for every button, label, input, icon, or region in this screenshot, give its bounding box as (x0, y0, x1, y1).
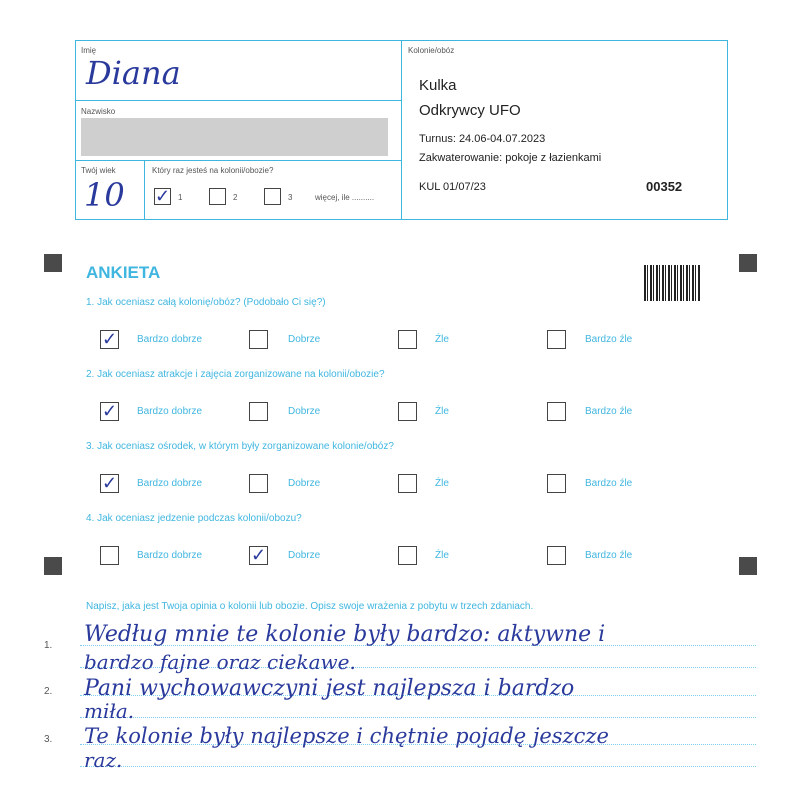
opinion-line: raz. (84, 748, 123, 772)
rating-checkbox[interactable] (547, 474, 566, 493)
rating-option-label: Źle (435, 334, 449, 345)
rating-checkbox[interactable] (249, 474, 268, 493)
opinion-line: miła. (84, 699, 135, 723)
rating-option-label: Bardzo dobrze (137, 478, 203, 489)
rating-checkbox[interactable] (547, 402, 566, 421)
registration-marker (739, 254, 757, 272)
rating-option-label: Dobrze (288, 406, 321, 417)
camp-code: KUL 01/07/23 (419, 181, 486, 193)
registration-marker (44, 557, 62, 575)
opinion-prompt: Napisz, jaka jest Twoja opinia o kolonii lub obozie. Opisz swoje wrażenia z pobytu w trzech zdaniach. (86, 601, 534, 612)
registration-marker (739, 557, 757, 575)
surname-redaction (81, 118, 388, 156)
question-text: 1. Jak oceniasz całą kolonię/obóz? (Podobało Ci się?) (86, 297, 326, 308)
opinion-line: bardzo fajne oraz ciekawe. (84, 650, 356, 674)
question-text: 3. Jak oceniasz ośrodek, w którym były zorganizowane kolonie/obóz? (86, 441, 394, 452)
line-number: 2. (44, 686, 53, 697)
rating-checkbox[interactable] (100, 546, 119, 565)
check-mark: ✓ (102, 401, 118, 421)
times-option-3: 3 (288, 193, 293, 202)
times-other-label: więcej, ile .......... (315, 193, 375, 202)
age-label: Twój wiek (81, 166, 116, 175)
camp-place: Kulka (419, 77, 457, 94)
question-text: 2. Jak oceniasz atrakcje i zajęcia zorganizowane na kolonii/obozie? (86, 369, 385, 380)
times-label: Który raz jesteś na kolonii/obozie? (152, 166, 274, 175)
check-mark: ✓ (251, 545, 267, 565)
turnus: Turnus: 24.06-04.07.2023 (419, 133, 546, 145)
rating-option-label: Dobrze (288, 478, 321, 489)
rating-option-label: Bardzo źle (585, 478, 633, 489)
rating-option-label: Bardzo źle (585, 334, 633, 345)
opinion-line: Pani wychowawczyni jest najlepsza i bardzo (84, 676, 575, 701)
line-number: 1. (44, 640, 53, 651)
form-number: 00352 (646, 179, 683, 194)
rating-checkbox[interactable] (398, 474, 417, 493)
check-mark: ✓ (102, 329, 118, 349)
surname-label: Nazwisko (81, 107, 116, 116)
times-checkbox-2[interactable] (209, 188, 226, 205)
rating-checkbox[interactable] (398, 546, 417, 565)
line-number: 3. (44, 734, 53, 745)
times-option-1: 1 (178, 193, 183, 202)
rating-checkbox[interactable] (249, 402, 268, 421)
times-check-mark: ✓ (155, 186, 171, 206)
rating-option-label: Źle (435, 550, 449, 561)
rating-option-label: Źle (435, 478, 449, 489)
camp-label: Kolonie/obóz (408, 46, 455, 55)
rating-option-label: Bardzo źle (585, 406, 633, 417)
opinion-line: Według mnie te kolonie były bardzo: aktywne i (84, 622, 606, 647)
barcode (644, 265, 700, 301)
rating-option-label: Bardzo źle (585, 550, 633, 561)
rating-checkbox[interactable] (249, 330, 268, 349)
age-value[interactable]: 10 (84, 176, 125, 214)
accommodation: Zakwaterowanie: pokoje z łazienkami (419, 152, 602, 164)
rating-option-label: Źle (435, 406, 449, 417)
question-text: 4. Jak oceniasz jedzenie podczas kolonii/obozu? (86, 513, 302, 524)
rating-option-label: Dobrze (288, 550, 321, 561)
name-label: Imię (81, 46, 97, 55)
rating-checkbox[interactable] (398, 330, 417, 349)
times-checkbox-3[interactable] (264, 188, 281, 205)
registration-marker (44, 254, 62, 272)
name-value[interactable]: Diana (86, 54, 181, 92)
camp-name: Odkrywcy UFO (419, 102, 521, 119)
check-mark: ✓ (102, 473, 118, 493)
rating-option-label: Bardzo dobrze (137, 334, 203, 345)
rating-option-label: Bardzo dobrze (137, 406, 203, 417)
rating-checkbox[interactable] (547, 546, 566, 565)
survey-title: ANKIETA (86, 263, 161, 282)
rating-option-label: Bardzo dobrze (137, 550, 203, 561)
rating-checkbox[interactable] (547, 330, 566, 349)
rating-option-label: Dobrze (288, 334, 321, 345)
opinion-line: Te kolonie były najlepsze i chętnie pojadę jeszcze (84, 724, 609, 748)
rating-checkbox[interactable] (398, 402, 417, 421)
times-option-2: 2 (233, 193, 238, 202)
